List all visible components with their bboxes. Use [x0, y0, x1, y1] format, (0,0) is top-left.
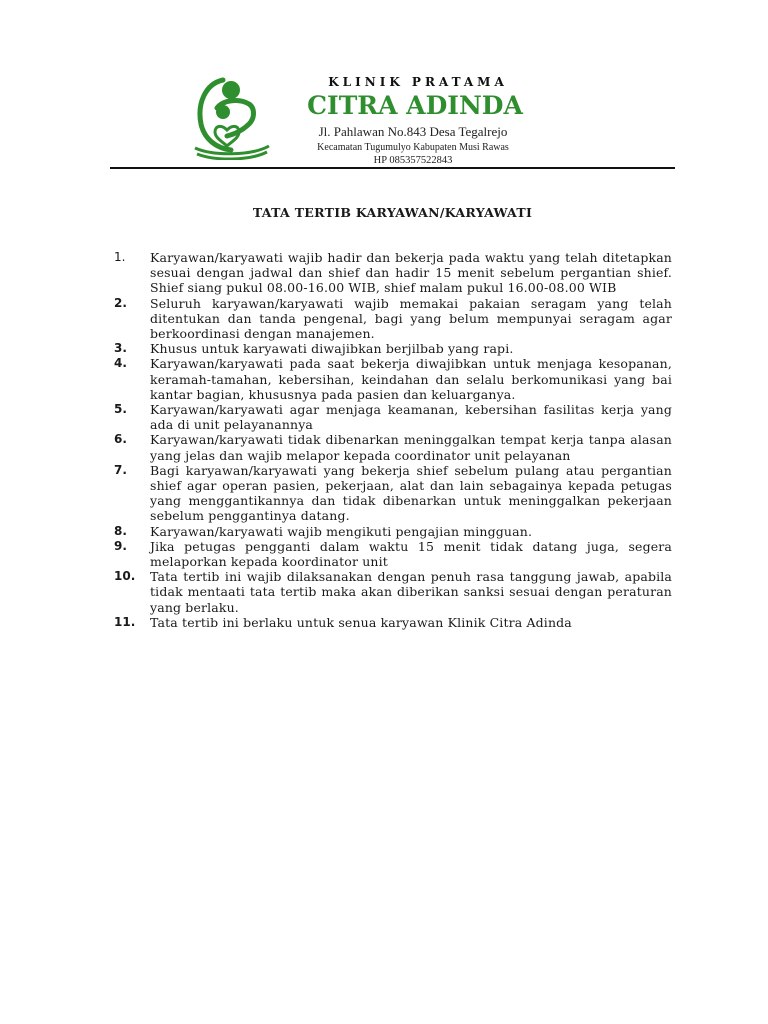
rule-number: 11. [114, 614, 136, 629]
rule-text: Khusus untuk karyawati diwajibkan berjilbab yang rapi. [150, 341, 514, 357]
rule-text: Karyawan/karyawati agar menjaga keamanan, kebersihan fasilitas kerja yang ada di unit pelayanannya [150, 402, 672, 433]
list-item [114, 524, 672, 539]
rule-text: Karyawan/karyawati tidak dibenarkan meninggalkan tempat kerja tanpa alasan yang jelas dan wajib melapor kepada coordinator unit pelayanan [150, 432, 672, 463]
rule-number: 4. [114, 356, 127, 371]
rule-number: 9. [114, 538, 127, 553]
list-item [114, 463, 672, 524]
rule-number: 10. [114, 569, 136, 584]
rule-text: Seluruh karyawan/karyawati wajib memakai pakaian seragam yang telah ditentukan dan tanda pengenal, bagi yang belum mempunyai seragam agar berkoordinasi dengan manajemen. [150, 295, 672, 342]
rule-text: Karyawan/karyawati wajib hadir dan bekerja pada waktu yang telah ditetapkan sesuai dengan jadwal dan shief dan hadir 15 menit sebelum pergantian shief. Shief siang pukul 08.00-16.00 WIB, shief malam pukul 16.00-08.00 WIB [150, 250, 672, 296]
rule-text: Karyawan/karyawati wajib mengikuti pengajian mingguan. [150, 523, 533, 539]
clinic-address: Jl. Pahlawan No.843 Desa Tegalrejo [318, 124, 508, 139]
document-title: TATA TERTIB KARYAWAN/KARYAWATI [252, 205, 533, 220]
rule-number: 2. [114, 295, 127, 310]
rule-text: Jika petugas pengganti dalam waktu 15 menit tidak datang juga, segera melaporkan kepada koordinator unit [150, 538, 672, 570]
list-item [114, 615, 672, 630]
list-item [114, 296, 672, 342]
clinic-logo [193, 74, 271, 160]
list-item [114, 402, 672, 432]
letterhead [268, 74, 558, 168]
rule-number: 3. [114, 341, 127, 356]
header-divider [110, 167, 675, 169]
rule-number: 8. [114, 523, 127, 538]
rule-number: 5. [114, 402, 127, 417]
list-item [114, 356, 672, 402]
clinic-district: Kecamatan Tugumulyo Kabupaten Musi Rawas [317, 142, 509, 153]
rule-text: Tata tertib ini wajib dilaksanakan dengan penuh rasa tanggung jawab, apabila tidak mentaati tata tertib maka akan diberikan sanksi sesuai dengan peraturan yang berlaku. [150, 569, 672, 615]
list-item [114, 539, 672, 569]
list-item [114, 432, 672, 462]
rule-number: 7. [114, 462, 127, 477]
list-item [114, 250, 672, 296]
rule-number: 6. [114, 432, 127, 447]
rule-text: Karyawan/karyawati pada saat bekerja diwajibkan untuk menjaga kesopanan, keramah-tamahan, kebersihan, keindahan dan selalu berkomunikasi yang bai kantar bagian, khususnya pada pasien dan keluarganya. [150, 356, 672, 402]
rule-text: Bagi karyawan/karyawati yang bekerja shief sebelum pulang atau pergantian shief agar operan pasien, pekerjaan, alat dan lain sebagainya kepada petugas yang menggantikannya dan tidak dibenarkan untuk meninggalkan pekerjaan sebelum penggantinya datang. [150, 462, 672, 524]
rule-number: 1. [114, 250, 126, 264]
clinic-type: KLINIK PRATAMA [328, 75, 508, 89]
rule-text: Tata tertib ini berlaku untuk senua karyawan Klinik Citra Adinda [150, 614, 572, 630]
mother-and-child-heart-icon [193, 74, 271, 160]
list-item [114, 341, 672, 356]
rules-list [114, 250, 672, 630]
clinic-name: CITRA ADINDA [307, 91, 523, 120]
list-item [114, 569, 672, 615]
clinic-phone: HP 085357522843 [373, 155, 453, 166]
